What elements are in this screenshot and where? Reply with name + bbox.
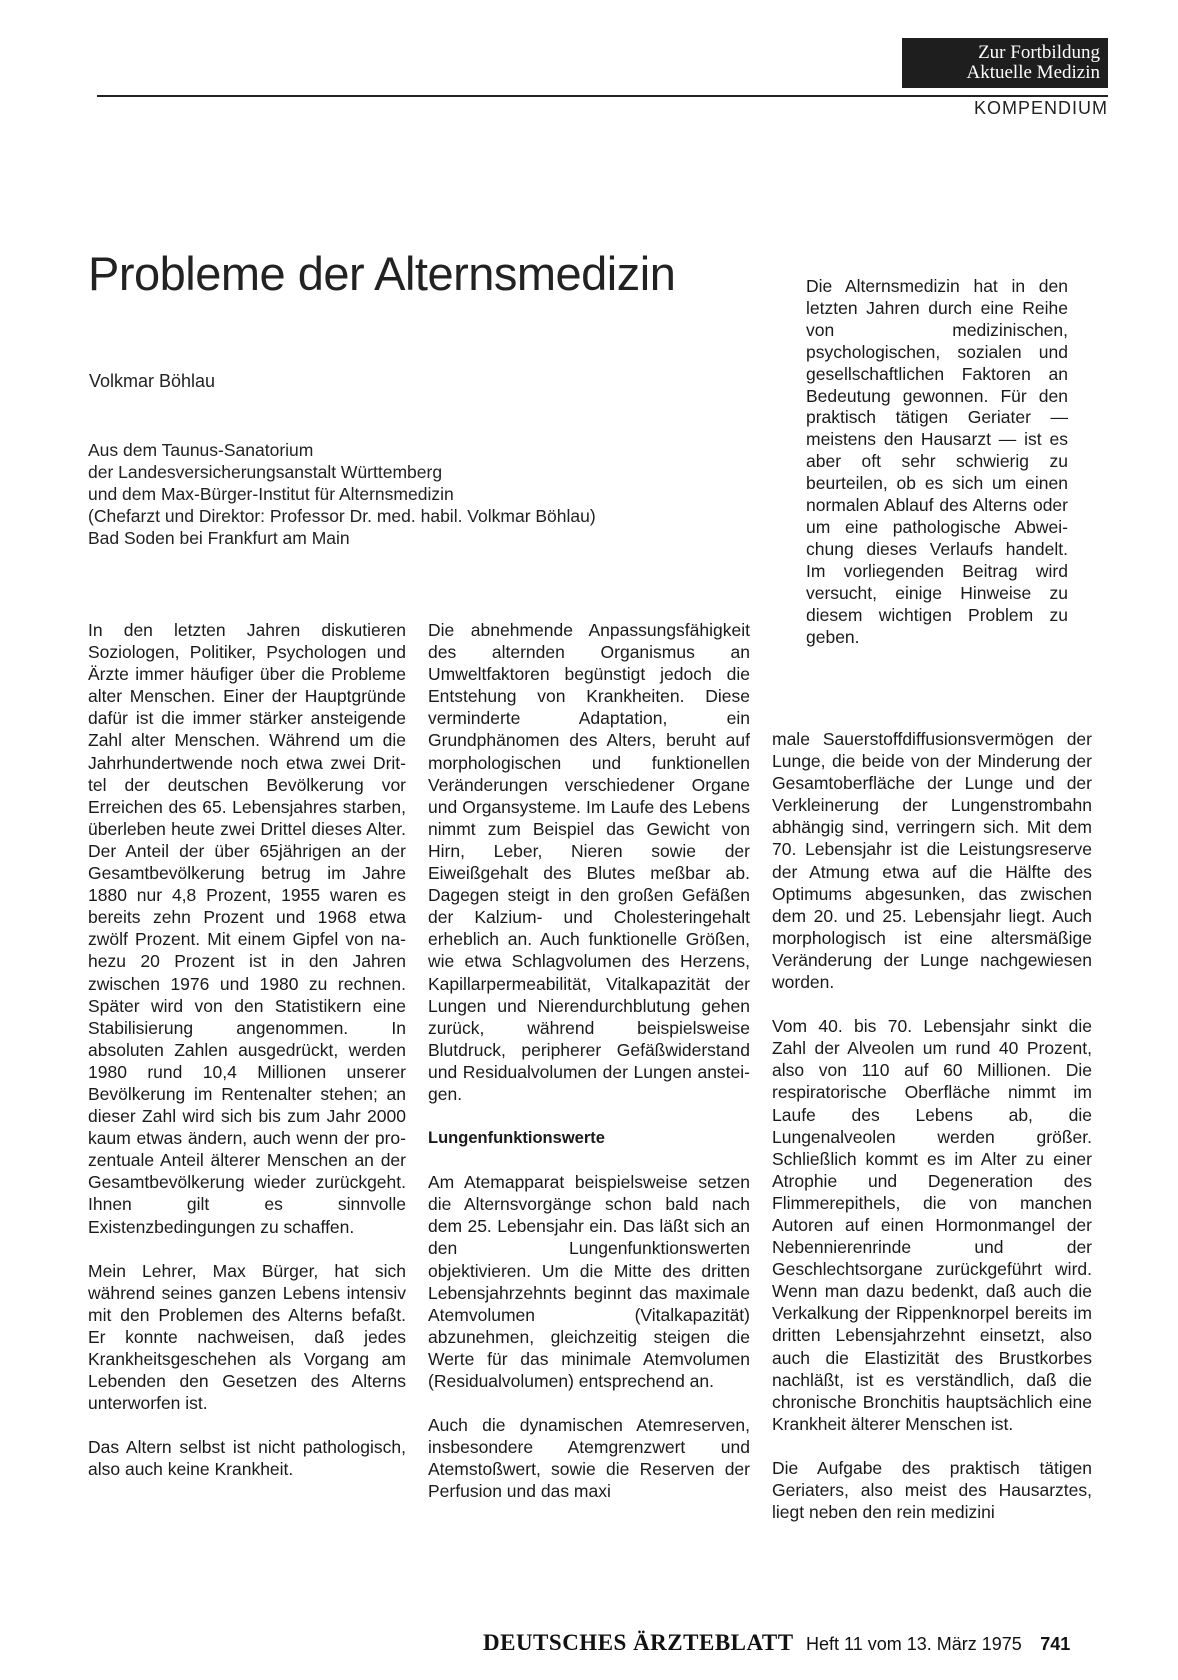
affiliation-line: der Landesversicherungsanstalt Württemberg xyxy=(88,462,443,482)
text-column-3 xyxy=(772,728,1092,1545)
paragraph: Das Altern selbst ist nicht pathologisch, also auch keine Krankheit. xyxy=(88,1437,406,1480)
article-author: Volkmar Böhlau xyxy=(89,371,216,391)
page-number: 741 xyxy=(1040,1634,1071,1654)
paragraph: Die Aufgabe des praktisch tätigen Geriaters, also meist des Hausarztes, liegt neben den rein medizini xyxy=(772,1457,1092,1523)
paragraph: Vom 40. bis 70. Lebensjahr sinkt die Zahl der Alveolen um rund 40 Prozent, also von 110 auf 60 Millionen. Die respiratorische Oberfläche nimmt im Laufe des Lebens ab, die Lungenalveolen werden größer. Schließlich kommt es im Alter zu einer Atrophie und Degeneration des Flimmerepithels, die von manchen Autoren auf einen Hormonmangel der Nebennierenrinde und der Geschlechtsorgane zurückgeführt wird. Wenn man dazu bedenkt, daß auch die Verkalkung der Rippenknorpel bereits im dritten Lebensjahrzehnt einsetzt, also auch die Elastizität des Brustkorbes nachläßt, ist es verständlich, daß die chronische Bronchitis hauptsächlich eine Krankheit älterer Menschen ist. xyxy=(772,1016,1092,1434)
affiliation-line: Aus dem Taunus-Sanatorium xyxy=(88,440,314,460)
section-badge-line1: Zur Fortbildung xyxy=(978,42,1100,63)
section-badge xyxy=(902,38,1108,88)
affiliation-line: (Chefarzt und Direktor: Professor Dr. med. habil. Volkmar Böhlau) xyxy=(88,506,596,526)
article-title: Probleme der Alternsmedizin xyxy=(88,247,676,300)
paragraph: Mein Lehrer, Max Bürger, hat sich während seines ganzen Lebens intensiv mit den Problemen des Alterns befaßt. Er konnte nachweisen, daß jedes Krankheitsgeschehen als Vorgang am Lebenden den Gesetzen des Alterns unterworfen ist. xyxy=(88,1260,406,1414)
paragraph: Am Atemapparat beispielsweise setzen die Alternsvorgänge schon bald nach dem 25. Lebensjahr ein. Das läßt sich an den Lungenfunktionswerten objektivieren. Um die Mitte des dritten Lebensjahrzehnts beginnt das maximale Atemvolumen (Vitalkapazität) abzunehmen, gleichzeitig steigen die Werte für das minimale Atemvolumen (Residualvolumen) entsprechend an. xyxy=(428,1172,750,1391)
page-footer xyxy=(483,1630,1070,1656)
affiliation-line: und dem Max-Bürger-Institut für Alternsmedizin xyxy=(88,484,454,504)
affiliation-line: Bad Soden bei Frankfurt am Main xyxy=(88,528,350,548)
issue-info: Heft 11 vom 13. März 1975 xyxy=(806,1634,1022,1654)
section-badge-line2: Aktuelle Medizin xyxy=(966,62,1100,83)
article-abstract: Die Alternsmedizin hat in den letzten Jahren durch eine Reihe von medizinischen, psychologischen, sozialen und gesellschaftlichen Faktoren an Bedeutung gewonnen. Für den praktisch tätigen Geriater — meistens den Hausarzt — ist es aber oft sehr schwierig zu beurteilen, ob es sich um einen normalen Ablauf des Alterns oder um eine pathologische Abweichung dieses Verlaufs handelt. Im vorliegenden Beitrag wird versucht, einige Hinweise zu diesem wichtigen Problem zu geben. xyxy=(806,276,1068,647)
paragraph: In den letzten Jahren diskutieren Soziologen, Politiker, Psychologen und Ärzte immer häufiger über die Probleme alter Menschen. Einer der Hauptgründe dafür ist die immer stärker ansteigende Zahl alter Menschen. Während um die Jahrhundertwende noch etwa zwei Drittel der deutschen Bevölkerung vor Erreichen des 65. Lebensjahres starben, überleben heute zwei Drittel dieses Alter. Der Anteil der über 65jährigen an der Gesamtbevölkerung betrug im Jahre 1880 nur 4,8 Prozent, 1955 waren es bereits zehn Prozent und 1968 etwa zwölf Prozent. Mit einem Gipfel von nahezu 20 Prozent ist in den Jahren zwischen 1976 und 1980 zu rechnen. Später wird von den Statistikern eine Stabilisierung angenommen. In absoluten Zahlen ausgedrückt, werden 1980 rund 10,4 Millionen unserer Bevölkerung im Rentenalter stehen; an dieser Zahl wird sich bis zum Jahr 2000 kaum etwas ändern, auch wenn der prozentuale Anteil älterer Menschen an der Gesamtbevölkerung wieder zurückgeht. Ihnen gilt es sinnvolle Existenzbedingungen zu schaffen. xyxy=(88,620,406,1237)
section-heading: Lungenfunktionswerte xyxy=(428,1129,605,1148)
author-affiliation xyxy=(88,439,596,549)
text-column-1 xyxy=(88,619,406,1502)
journal-name: DEUTSCHES ÄRZTEBLATT xyxy=(483,1630,794,1655)
header-rule xyxy=(97,95,1108,97)
paragraph: male Sauerstoffdiffusionsvermögen der Lunge, die beide von der Minderung der Gesamtoberfläche der Lunge und der Verkleinerung der Lungenstrombahn abhängig sind, verringern sich. Mit dem 70. Lebensjahr ist die Leistungsreserve der Atmung etwa auf die Hälfte des Optimums abgesunken, das zwischen dem 20. und 25. Lebensjahr liegt. Auch morphologisch ist eine altersmäßige Veränderung der Lunge nachgewiesen worden. xyxy=(772,729,1092,993)
text-column-2 xyxy=(428,619,750,1524)
section-label: KOMPENDIUM xyxy=(973,98,1108,118)
paragraph: Die abnehmende Anpassungsfähigkeit des alternden Organismus an Umweltfaktoren begünstigt jedoch die Entstehung von Krankheiten. Diese verminderte Adaptation, ein Grundphänomen des Alters, beruht auf morphologischen und funktionellen Veränderungen verschiedener Organe und Organsysteme. Im Laufe des Lebens nimmt zum Beispiel das Gewicht von Hirn, Leber, Nieren sowie der Eiweißgehalt des Blutes meßbar ab. Dagegen steigt in den großen Gefäßen der Kalzium- und Cholesteringehalt erheblich an. Auch funktionelle Größen, wie etwa Schlagvolumen des Herzens, Kapillarpermeabilität, Vitalkapazität der Lungen und Nierendurchblutung gehen zurück, während beispielsweise Blutdruck, peripherer Gefäßwiderstand und Residualvolumen der Lungen ansteigen. xyxy=(428,620,750,1104)
paragraph: Auch die dynamischen Atemreserven, insbesondere Atemgrenzwert und Atemstoßwert, sowie die Reserven der Perfusion und das maxi xyxy=(428,1415,750,1502)
